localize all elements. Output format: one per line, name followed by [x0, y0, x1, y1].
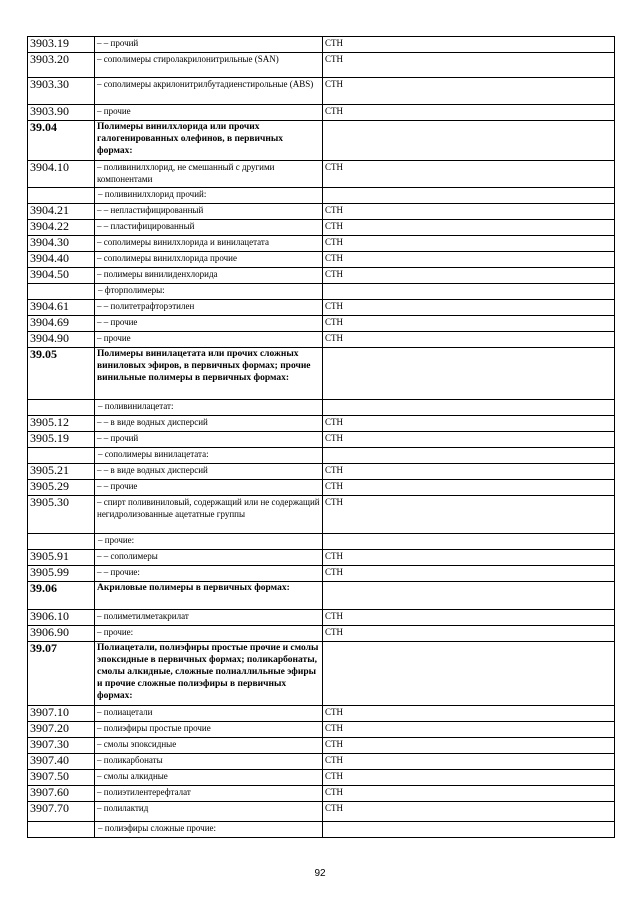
code-cell: 3906.10 — [28, 610, 95, 626]
description-cell: – – политетрафторэтилен — [95, 300, 323, 316]
heading-row — [28, 642, 615, 706]
code-cell — [28, 400, 95, 416]
status-cell — [323, 400, 615, 416]
status-cell: СТН — [323, 786, 615, 802]
code-cell — [28, 448, 95, 464]
status-cell: СТН — [323, 738, 615, 754]
status-cell: СТН — [323, 754, 615, 770]
code-cell — [28, 534, 95, 550]
description-cell: – полиэфиры сложные прочие: — [95, 822, 323, 838]
code-cell: 3903.20 — [28, 53, 95, 78]
description-cell: Акриловые полимеры в первичных формах: — [95, 582, 323, 610]
table-row — [28, 706, 615, 722]
code-cell: 3904.90 — [28, 332, 95, 348]
description-cell: – прочие: — [95, 626, 323, 642]
description-cell: – полиэфиры простые прочие — [95, 722, 323, 738]
status-cell: СТН — [323, 220, 615, 236]
status-cell: СТН — [323, 496, 615, 534]
subheading-row — [28, 188, 615, 204]
code-cell: 3903.90 — [28, 105, 95, 121]
status-cell: СТН — [323, 432, 615, 448]
code-cell: 39.07 — [28, 642, 95, 706]
code-cell: 3905.29 — [28, 480, 95, 496]
table-row — [28, 78, 615, 105]
subheading-row — [28, 534, 615, 550]
status-cell — [323, 642, 615, 706]
table-row — [28, 53, 615, 78]
description-cell: – – прочие: — [95, 566, 323, 582]
description-cell: – полиацетали — [95, 706, 323, 722]
status-cell — [323, 822, 615, 838]
description-cell: – сополимеры акрилонитрилбутадиенстирольные (ABS) — [95, 78, 323, 105]
description-cell: – полиметилметакрилат — [95, 610, 323, 626]
table-row — [28, 300, 615, 316]
status-cell: СТН — [323, 610, 615, 626]
table-row — [28, 738, 615, 754]
status-cell: СТН — [323, 161, 615, 188]
code-cell — [28, 822, 95, 838]
code-cell: 3907.70 — [28, 802, 95, 822]
status-cell: СТН — [323, 706, 615, 722]
code-cell: 3903.19 — [28, 37, 95, 53]
status-cell — [323, 284, 615, 300]
subheading-row — [28, 448, 615, 464]
status-cell: СТН — [323, 626, 615, 642]
table-row — [28, 252, 615, 268]
code-cell: 3904.22 — [28, 220, 95, 236]
table-row — [28, 37, 615, 53]
status-cell: СТН — [323, 236, 615, 252]
table-row — [28, 480, 615, 496]
status-cell: СТН — [323, 105, 615, 121]
status-cell: СТН — [323, 300, 615, 316]
code-cell: 3905.99 — [28, 566, 95, 582]
code-cell: 3907.10 — [28, 706, 95, 722]
status-cell: СТН — [323, 480, 615, 496]
status-cell — [323, 188, 615, 204]
description-cell: – сополимеры винилхлорида прочие — [95, 252, 323, 268]
description-cell: – – прочие — [95, 480, 323, 496]
description-cell: – полилактид — [95, 802, 323, 822]
table-row — [28, 550, 615, 566]
status-cell: СТН — [323, 722, 615, 738]
code-cell: 3903.30 — [28, 78, 95, 105]
description-cell: – – пластифицированный — [95, 220, 323, 236]
status-cell: СТН — [323, 802, 615, 822]
table-row — [28, 332, 615, 348]
status-cell: СТН — [323, 78, 615, 105]
code-cell: 3904.40 — [28, 252, 95, 268]
table-row — [28, 432, 615, 448]
code-cell: 3904.61 — [28, 300, 95, 316]
heading-row — [28, 582, 615, 610]
code-cell: 39.06 — [28, 582, 95, 610]
code-cell: 3906.90 — [28, 626, 95, 642]
code-cell: 3907.30 — [28, 738, 95, 754]
code-cell: 3905.21 — [28, 464, 95, 480]
status-cell: СТН — [323, 464, 615, 480]
heading-row — [28, 348, 615, 400]
code-cell: 3905.19 — [28, 432, 95, 448]
table-row — [28, 204, 615, 220]
description-cell: – поликарбонаты — [95, 754, 323, 770]
table-row — [28, 161, 615, 188]
description-cell: – прочие — [95, 105, 323, 121]
code-cell: 3907.40 — [28, 754, 95, 770]
description-cell: – сополимеры стиролакрилонитрильные (SAN) — [95, 53, 323, 78]
table-row — [28, 786, 615, 802]
subheading-row — [28, 284, 615, 300]
status-cell — [323, 348, 615, 400]
description-cell: Полимеры винилацетата или прочих сложных виниловых эфиров, в первичных формах; прочие винильные полимеры в первичных формах: — [95, 348, 323, 400]
description-cell: – смолы эпоксидные — [95, 738, 323, 754]
subheading-row — [28, 400, 615, 416]
table-row — [28, 496, 615, 534]
description-cell: – полимеры винилиденхлорида — [95, 268, 323, 284]
code-cell: 3907.20 — [28, 722, 95, 738]
code-cell — [28, 284, 95, 300]
description-cell: – – в виде водных дисперсий — [95, 416, 323, 432]
table-row — [28, 105, 615, 121]
subheading-row — [28, 822, 615, 838]
status-cell: СТН — [323, 204, 615, 220]
description-cell: Полиацетали, полиэфиры простые прочие и смолы эпоксидные в первичных формах; поликарбонаты, смолы алкидные, сложные полиаллильные эфиры и прочие сложные полиэфиры в первичных формах: — [95, 642, 323, 706]
code-cell: 3904.21 — [28, 204, 95, 220]
table-row — [28, 236, 615, 252]
description-cell: – прочие: — [95, 534, 323, 550]
table-row — [28, 416, 615, 432]
description-cell: – – прочий — [95, 432, 323, 448]
page-number: 92 — [314, 868, 326, 879]
status-cell — [323, 121, 615, 161]
heading-row — [28, 121, 615, 161]
status-cell: СТН — [323, 566, 615, 582]
table-body — [28, 37, 615, 838]
table-row — [28, 626, 615, 642]
description-cell: – поливинилхлорид, не смешанный с другими компонентами — [95, 161, 323, 188]
table-row — [28, 566, 615, 582]
code-cell: 39.04 — [28, 121, 95, 161]
status-cell — [323, 534, 615, 550]
table-row — [28, 610, 615, 626]
description-cell: – полиэтилентерефталат — [95, 786, 323, 802]
code-cell: 3907.50 — [28, 770, 95, 786]
description-cell: – спирт поливиниловый, содержащий или не содержащий негидролизованные ацетатные группы — [95, 496, 323, 534]
description-cell: – сополимеры винилацетата: — [95, 448, 323, 464]
table-row — [28, 268, 615, 284]
status-cell: СТН — [323, 550, 615, 566]
description-cell: – смолы алкидные — [95, 770, 323, 786]
table-row — [28, 722, 615, 738]
description-cell: Полимеры винилхлорида или прочих галогенированных олефинов, в первичных формах: — [95, 121, 323, 161]
description-cell: – – в виде водных дисперсий — [95, 464, 323, 480]
description-cell: – фторполимеры: — [95, 284, 323, 300]
status-cell: СТН — [323, 416, 615, 432]
code-cell: 3907.60 — [28, 786, 95, 802]
code-cell: 3904.10 — [28, 161, 95, 188]
table-row — [28, 220, 615, 236]
code-cell: 3905.30 — [28, 496, 95, 534]
table-row — [28, 802, 615, 822]
description-cell: – поливинилхлорид прочий: — [95, 188, 323, 204]
status-cell: СТН — [323, 53, 615, 78]
table-row — [28, 770, 615, 786]
table-row — [28, 464, 615, 480]
description-cell: – – сополимеры — [95, 550, 323, 566]
code-cell: 3905.91 — [28, 550, 95, 566]
description-cell: – – прочие — [95, 316, 323, 332]
table-row — [28, 754, 615, 770]
status-cell: СТН — [323, 268, 615, 284]
tariff-table — [27, 36, 615, 838]
code-cell: 3904.50 — [28, 268, 95, 284]
code-cell — [28, 188, 95, 204]
code-cell: 3905.12 — [28, 416, 95, 432]
status-cell: СТН — [323, 770, 615, 786]
status-cell — [323, 448, 615, 464]
status-cell: СТН — [323, 37, 615, 53]
status-cell — [323, 582, 615, 610]
status-cell: СТН — [323, 252, 615, 268]
code-cell: 3904.30 — [28, 236, 95, 252]
description-cell: – прочие — [95, 332, 323, 348]
status-cell: СТН — [323, 316, 615, 332]
status-cell: СТН — [323, 332, 615, 348]
description-cell: – сополимеры винилхлорида и винилацетата — [95, 236, 323, 252]
table-row — [28, 316, 615, 332]
code-cell: 39.05 — [28, 348, 95, 400]
description-cell: – – непластифицированный — [95, 204, 323, 220]
code-cell: 3904.69 — [28, 316, 95, 332]
description-cell: – – прочий — [95, 37, 323, 53]
description-cell: – поливинилацетат: — [95, 400, 323, 416]
